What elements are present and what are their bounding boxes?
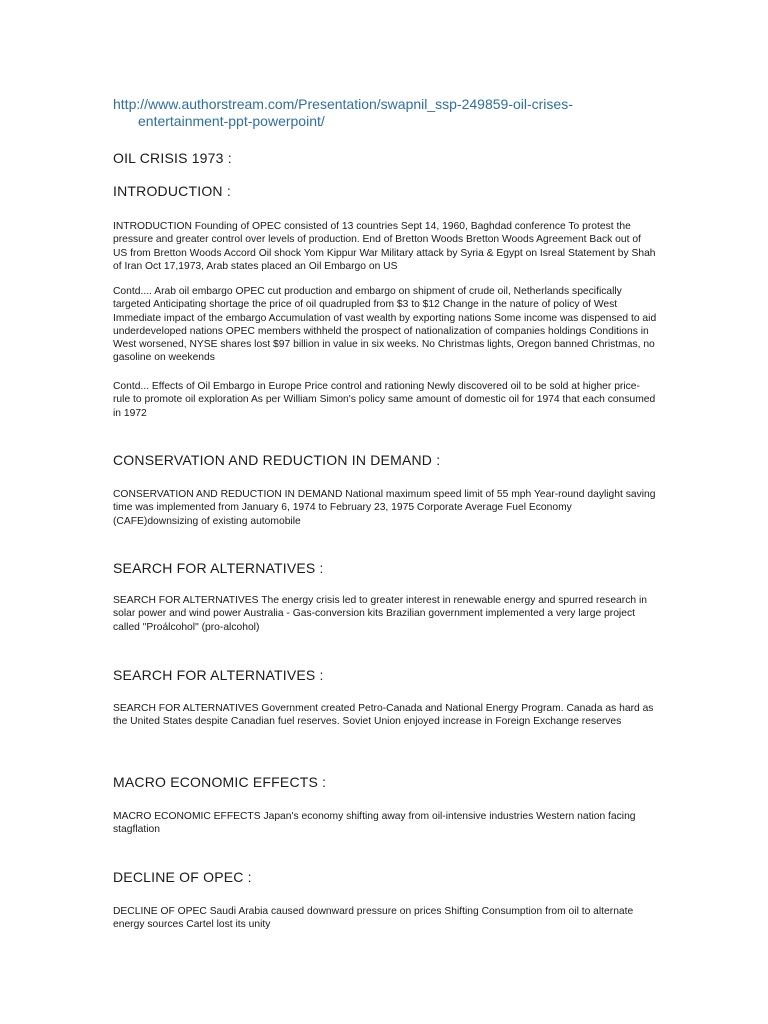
source-link-line-2[interactable]: entertainment-ppt-powerpoint/ <box>138 113 325 129</box>
paragraph-introduction-2: Contd.... Arab oil embargo OPEC cut production and embargo on shipment of crude oil, Netherlands specifically targeted Anticipating shortage the price of oil quadrupled from $3 to $12 Change in the nature of policy of West Immediate impact of the embargo Accumulation of vast wealth by exporting nations Some income was dispensed to aid underdeveloped nations OPEC members withheld the prospect of nationalization of companies holdings Conditions in West worsened, NYSE shares lost $97 billion in value in six weeks. No Christmas lights, Oregon banned Christmas, no gasoline on weekends <box>113 286 657 364</box>
section-heading-macro-economic: MACRO ECONOMIC EFFECTS : <box>113 774 327 790</box>
paragraph-macro-economic: MACRO ECONOMIC EFFECTS Japan's economy shifting away from oil-intensive industries Western nation facing stagflation <box>113 811 636 836</box>
section-heading-introduction: INTRODUCTION : <box>113 183 231 199</box>
section-heading-alternatives-1: SEARCH FOR ALTERNATIVES : <box>113 560 324 576</box>
paragraph-introduction-3: Contd... Effects of Oil Embargo in Europe Price control and rationing Newly discovered oil to be sold at higher price- rule to promote oil exploration As per William Simon's policy same amount of domestic oil for 1974 that each consumed in 1972 <box>113 381 656 419</box>
paragraph-introduction-1: INTRODUCTION Founding of OPEC consisted of 13 countries Sept 14, 1960, Baghdad conference To protest the pressure and greater control over levels of production. End of Bretton Woods Bretton Woods Agreement Back out of US from Bretton Woods Accord Oil shock Yom Kippur War Military attack by Syria & Egypt on Isreal Statement by Shah of Iran Oct 17,1973, Arab states placed an Oil Embargo on US <box>113 221 656 272</box>
section-heading-decline-opec: DECLINE OF OPEC : <box>113 869 252 885</box>
paragraph-alternatives-2: SEARCH FOR ALTERNATIVES Government created Petro-Canada and National Energy Program. Canada as hard as the United States despite Canadian fuel reserves. Soviet Union enjoyed increase in Foreign Exchange reserves <box>113 703 654 728</box>
document-title: OIL CRISIS 1973 : <box>113 150 232 166</box>
section-heading-alternatives-2: SEARCH FOR ALTERNATIVES : <box>113 667 324 683</box>
paragraph-conservation: CONSERVATION AND REDUCTION IN DEMAND National maximum speed limit of 55 mph Year-round daylight saving time was implemented from January 6, 1974 to February 23, 1975 Corporate Average Fuel Economy (CAFE)downsizing of existing automobile <box>113 489 656 527</box>
paragraph-decline-opec: DECLINE OF OPEC Saudi Arabia caused downward pressure on prices Shifting Consumption from oil to alternate energy sources Cartel lost its unity <box>113 906 634 931</box>
source-link-line-1[interactable]: http://www.authorstream.com/Presentation/swapnil_ssp-249859-oil-crises- <box>113 96 573 112</box>
source-link[interactable] <box>113 96 673 130</box>
paragraph-alternatives-1: SEARCH FOR ALTERNATIVES The energy crisis led to greater interest in renewable energy and spurred research in solar power and wind power Australia - Gas-conversion kits Brazilian government implemented a very large project called "Proálcohol" (pro-alcohol) <box>113 595 647 633</box>
section-heading-conservation: CONSERVATION AND REDUCTION IN DEMAND : <box>113 452 441 468</box>
